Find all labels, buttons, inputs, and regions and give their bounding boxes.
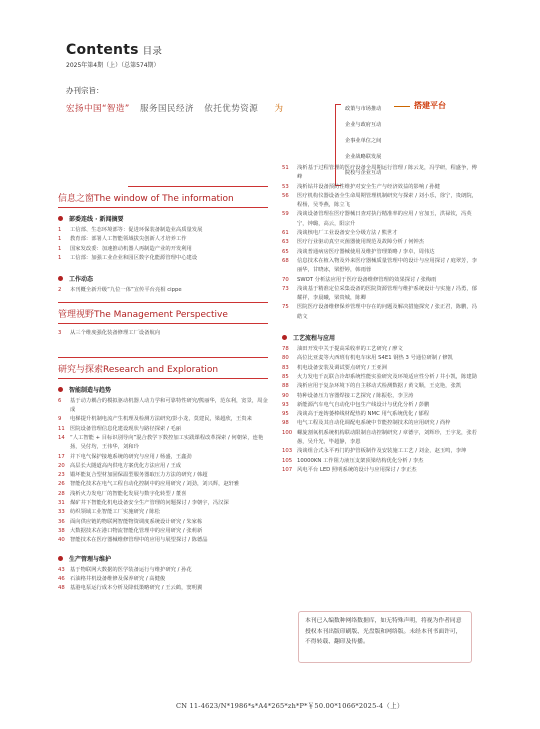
list-item[interactable]: 51 浅析基于过程管理的医疗设备全周期运行管理 / 陈云龙，冯学研，程盛争，傅峰 bbox=[282, 165, 477, 181]
group-process: 工艺流程与应用 bbox=[282, 333, 478, 342]
list-item[interactable]: 65 浅谈普通病房医疗器械使用及维护管理策略 / 李卓，周伟达 bbox=[282, 248, 435, 255]
list-item[interactable]: 53 浅析钻井设备预防性维护对安全生产与经济效益的影响 / 孙健 bbox=[282, 183, 440, 190]
list-item[interactable]: 6 基于动力耦合的模拟驱动机器人动力学和可靠特性研究/熊丽华，范东利，宽景，周金成 bbox=[58, 397, 268, 414]
smart-manufacturing-list bbox=[58, 397, 268, 546]
bullet-dot-icon bbox=[58, 556, 63, 561]
section-rule bbox=[128, 186, 268, 187]
list-item[interactable]: 3 从三个维度强化装备修理工厂设备航向 bbox=[58, 330, 161, 337]
list-item[interactable]: 1 教育部：部署人工智能领域拔尖创新人才培养工作 bbox=[58, 236, 187, 243]
section-info-window: 信息之窗The window of The information bbox=[58, 194, 234, 204]
list-item[interactable]: 17 并下电气保护接地系统的研究与应用 / 杨盛，王鑫劲 bbox=[58, 453, 192, 460]
section-rule bbox=[58, 323, 268, 324]
group-production: 生产管理与维护 bbox=[58, 554, 268, 563]
contents-title: Contents 目录 bbox=[66, 42, 163, 58]
list-item[interactable]: 33 纺织领域工业智能工厂实施研究 / 陈松 bbox=[58, 509, 160, 516]
list-item[interactable]: 56 医疗机构仪器设备全生命周期管理机制研究与探索 / 刘小乐，徐宁，贵朗院，程杨，吴苓燕，陈立飞 bbox=[282, 192, 477, 209]
group-work-news: 工作动态 bbox=[58, 274, 268, 283]
footer-cn-code: CN 11-4623/N*1986*s*A4*265*zh*P*￥50.00*1066*2025-4（上） bbox=[176, 702, 404, 710]
ministry-news-list bbox=[58, 226, 268, 263]
list-item[interactable]: 40 智能技术在医疗器械维修管理中的应用与展望探讨 / 陈德晶 bbox=[58, 537, 208, 544]
list-item[interactable]: 75 医院医疗设备维修保养管理中存在的问题及解决措施探究 / 张正君，陈鹏，冯皓文 bbox=[282, 304, 477, 320]
section-rule bbox=[58, 378, 268, 379]
list-item[interactable]: 103 浅谈组合式永平再门的护管板制作及安装施工工艺 / 刘金，赵玉鸣，李坤 bbox=[282, 448, 467, 455]
management-list bbox=[58, 329, 268, 338]
goal-item: 院校与企业互动 bbox=[345, 170, 382, 176]
group-ministry-news: 部委连线 · 新闻摘要 bbox=[58, 214, 268, 223]
list-item[interactable]: 2 本刊概全新升级“九位一体”宣传平台亮相 cippe bbox=[58, 287, 182, 294]
section-rule bbox=[58, 207, 268, 208]
right-list-a bbox=[282, 164, 478, 322]
list-item[interactable]: 80 高位比亚麦等大西班有机电车床用 S4E1 钢热 3 号通位研制 / 修凯 bbox=[282, 355, 453, 362]
list-item[interactable]: 43 基于物联网大数据的医学装备运行与维护研究 / 孙花 bbox=[58, 566, 192, 573]
copyright-notice: 本刊已入编数种网络数据库，如无特殊声明，将视为作者同意授权本刊出版印刷版、光盘版和网络版。未经本刊书面许可，不得转载、翻印及传播。 bbox=[298, 611, 472, 663]
list-item[interactable]: 31 煤矿井下智能化机电设备安全生产管理的问题探讨 / 李朝宇，冯汉深 bbox=[58, 500, 229, 507]
list-item[interactable]: 105 10000KN 工作阻力液压支架顶梁结构优化分析 / 李杰 bbox=[282, 457, 424, 464]
bullet-dot-icon bbox=[58, 387, 63, 392]
goal-item: 企业战略联发展 bbox=[345, 154, 382, 160]
list-item[interactable]: 88 浅析应用于复杂环境下的自主移动式检测数据 / 黄文顺，王克艳，张凯 bbox=[282, 383, 462, 390]
production-list bbox=[58, 566, 268, 594]
list-item[interactable]: 59 浅谈设备管理在医疗器械日查对执行精准率的应用 / 官加玉，洪禄钦，冯英宁，钟璐，高云，阳宗升 bbox=[282, 211, 472, 227]
list-item[interactable]: 1 国家发改委：加速推动机器人再制造产业的开发利用 bbox=[58, 245, 192, 252]
bullet-dot-icon bbox=[58, 216, 63, 221]
list-item[interactable]: 70 SWOT 分析法应用于医疗设备维修管理的效果探讨 / 张梅雨 bbox=[282, 276, 437, 283]
list-item[interactable]: 61 浅谈核电厂工业设备安全分级方法 / 熊世才 bbox=[282, 230, 398, 237]
list-item[interactable]: 95 浅谈高于连铸萎棒线材配热的 NMC 用气系统优化 / 郁程 bbox=[282, 411, 429, 418]
list-item[interactable]: 85 火力发电千瓦联合冷却系统性能实验研究及环境适应性分析 / 井小凯，陈建勋 bbox=[282, 373, 477, 380]
group-smart-manufacturing: 智能制造与趋势 bbox=[58, 385, 268, 394]
work-news-list bbox=[58, 286, 268, 295]
list-item[interactable]: 1 工信部：加强工业企业和园区数字化能源管理中心建设 bbox=[58, 254, 198, 261]
list-item[interactable]: 26 智能化技术在电气工程自动化控制中的应用研究 / 刘劲，刘兴辉，赵轩雅 bbox=[58, 481, 240, 488]
platform-label: 搭建平台 bbox=[414, 101, 446, 110]
goal-item: 企业与政府互动 bbox=[345, 122, 382, 128]
list-item[interactable]: 1 工信部、生态环境部等：促进环保装备制造业高质量发展 bbox=[58, 227, 203, 233]
right-list-b bbox=[282, 345, 478, 475]
list-item[interactable]: 93 新能源汽车电气自动化中包生产线设计与优化分析 / 彭鹏 bbox=[282, 401, 430, 408]
list-item[interactable]: 28 浅析火力发电厂的智能化发展与数字化转型 / 董喜 bbox=[58, 490, 187, 497]
section-management: 管理视野The Management Perspective bbox=[58, 310, 228, 321]
issue-info: 2025年第4期（上）（总第574期） bbox=[66, 62, 160, 69]
mission-part-3: 依托优势资源 bbox=[204, 104, 259, 114]
list-item[interactable]: 11 医院设备管理信息化建设现状与路径探索 / 毛丽 bbox=[58, 425, 182, 432]
list-item[interactable]: 14 “人工智能 + 目标识别导向”混合教学下数控加工实践课程改革探索 / 何朝荣，连艳扬，吴付均，王伟华，刘和玲 bbox=[58, 434, 264, 451]
list-item[interactable]: 46 石油格井机设备维修及保养研究 / 高健俊 bbox=[58, 575, 166, 582]
goal-item: 政策与市场推动 bbox=[345, 106, 382, 112]
mission-label: 办刊宗旨： bbox=[66, 86, 104, 95]
list-item[interactable]: 48 基港电泵运行成本分析及降低策略研究 / 王云鹤，窦明翼 bbox=[58, 585, 203, 592]
list-item[interactable]: 73 浅谈基于精准定位采集设备的医院资源管理与维护系统设计与实施 / 冯勇，郁耀祥，李晨曦，梁贵城，陈卿 bbox=[282, 285, 477, 302]
section-rule bbox=[58, 357, 268, 358]
list-item[interactable]: 38 大数据技术在港口物流智能化管理中的应用研究 / 张莉新 bbox=[58, 527, 203, 534]
section-rule bbox=[58, 302, 268, 303]
right-column bbox=[282, 164, 478, 475]
mission-wei: 为 bbox=[274, 104, 284, 114]
goal-item: 企事业单位之间 bbox=[345, 138, 382, 144]
list-item[interactable]: 90 特种设备压力容器焊接工艺探究 / 陈振松，李卫涛 bbox=[282, 392, 414, 399]
list-item[interactable]: 23 锻坏能复合型材加固保温型服务器取压力方法的研究 / 韩超 bbox=[58, 472, 208, 479]
list-item[interactable]: 9 电梯提升机制电流产生机理及检测方法研究/彭小龙，莫建民，梁超欣，王贵来 bbox=[58, 416, 252, 423]
platform-arrow bbox=[394, 106, 410, 107]
list-item[interactable]: 63 医疗行业驱动真空灭菌器使用规范及故障分析 / 何钟杰 bbox=[282, 239, 424, 246]
list-item[interactable]: 98 电气工程及其自动化调配电系统中节能控制技术的应用研究 / 尚梓 bbox=[282, 420, 451, 427]
list-item[interactable]: 36 面向供应链的物联网智能物资调度系统设计研究 / 朱家栋 bbox=[58, 518, 203, 525]
left-column bbox=[58, 186, 268, 593]
bullet-dot-icon bbox=[282, 335, 287, 340]
list-item[interactable]: 83 机电设备安装及调试要点研究 / 王亚洲 bbox=[282, 364, 387, 371]
list-item[interactable]: 20 高层长大隧道高内供电方案优化方法应用 / 王成 bbox=[58, 462, 182, 469]
contents-title-cn: 目录 bbox=[142, 46, 163, 57]
section-research: 研究与探索Research and Exploration bbox=[58, 364, 219, 375]
mission-part-2: 服务国民经济 bbox=[140, 104, 195, 114]
list-item[interactable]: 68 信息技术在植入物及外来医疗器械质量管理中的设计与应用探讨 / 庭翠芳，李丽华，甘晓冰，梁舒婷，韩雨蓉 bbox=[282, 257, 477, 274]
bullet-dot-icon bbox=[58, 276, 63, 281]
mission-statement bbox=[66, 102, 290, 114]
list-item[interactable]: 78 油田开发中关于提高采收率的工艺研究 / 廖文 bbox=[282, 346, 403, 353]
list-item[interactable]: 107 风电平台 LED 照明系统的设计与应用探讨 / 李正杰 bbox=[282, 466, 417, 473]
mission-part-1: 宏扬中国“智造” bbox=[66, 104, 130, 114]
list-item[interactable]: 100 螺旋割氧机系统机构联动限制自动控制研究 / 章德宇，刘辉珍，王宇龙，张若愚，吴升光，毕超静，李恩 bbox=[282, 429, 477, 446]
